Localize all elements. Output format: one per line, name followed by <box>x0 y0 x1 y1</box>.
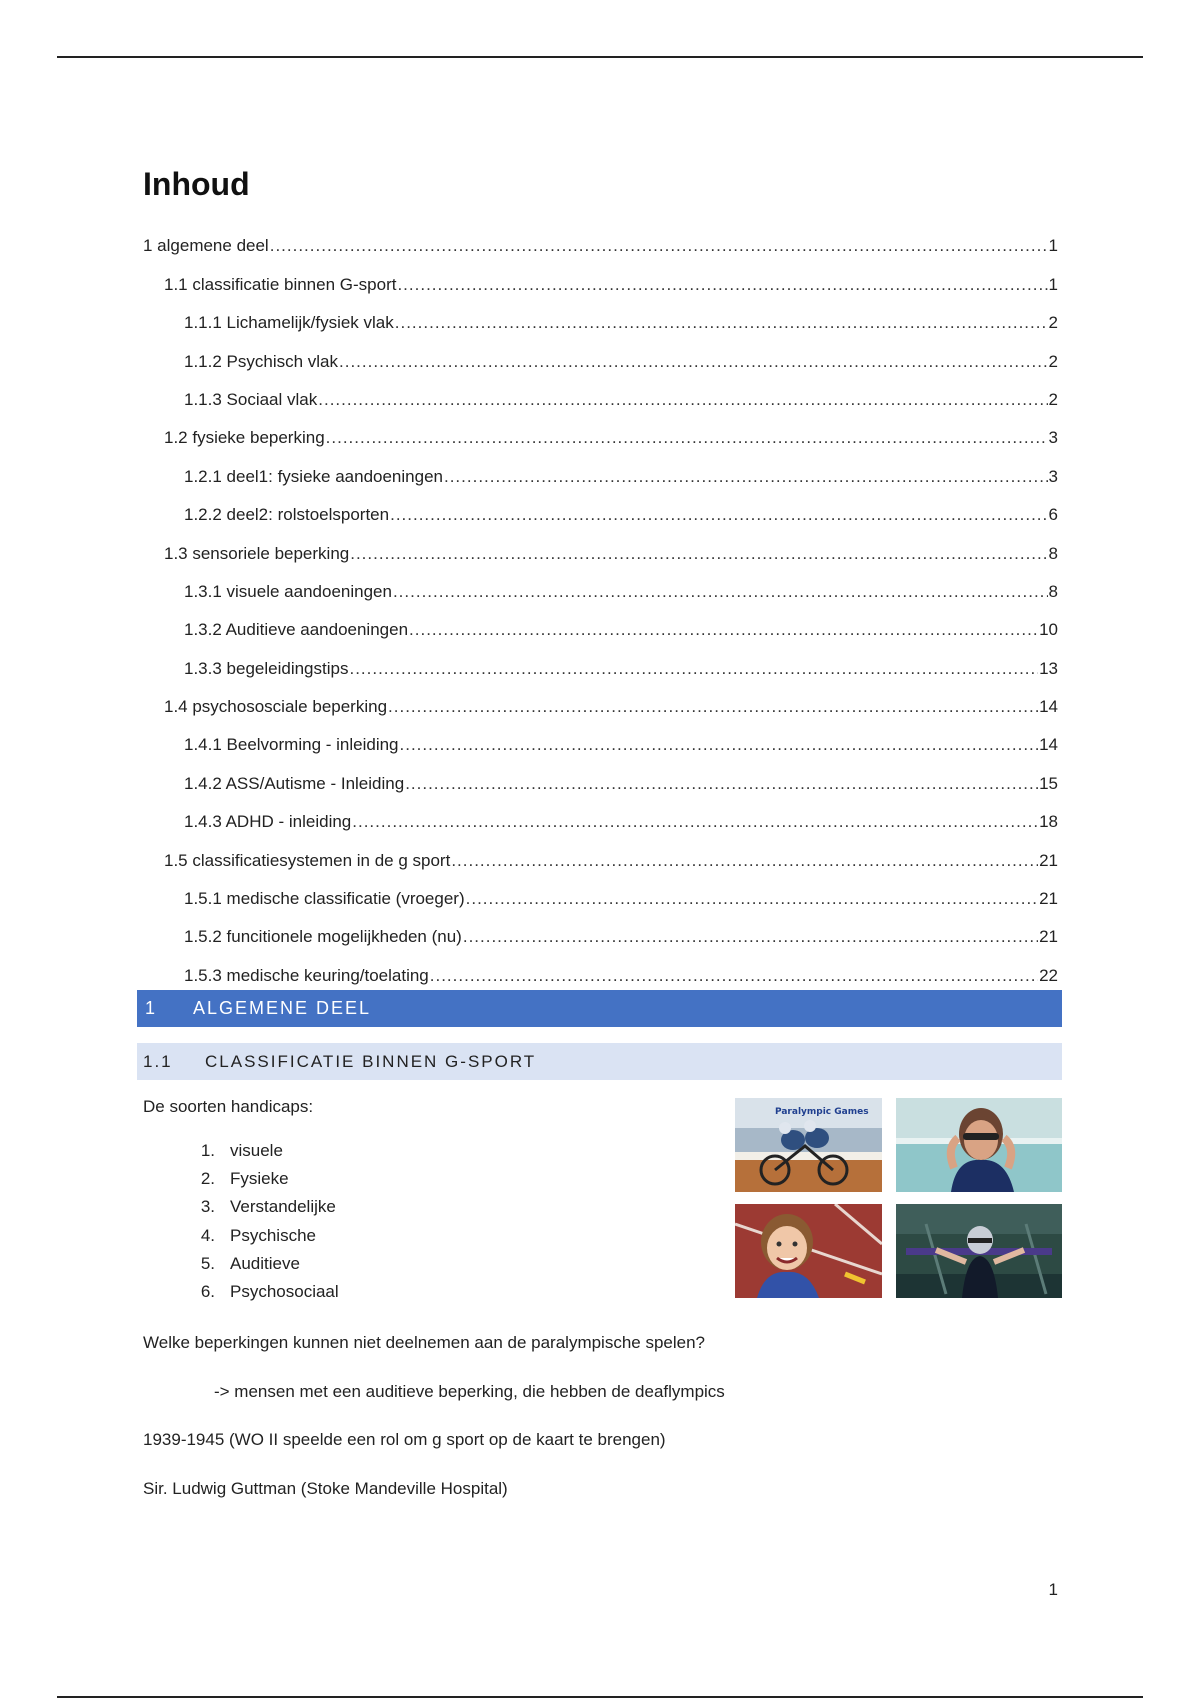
toc-entry-page: 13 <box>1039 658 1058 678</box>
toc-entry-page: 10 <box>1039 620 1058 640</box>
toc-entry-page: 2 <box>1048 313 1058 333</box>
list-item-label: visuele <box>230 1141 283 1160</box>
heading-1 <box>137 990 1062 1027</box>
list-item-number: 1. <box>200 1141 215 1160</box>
toc-entry-page: 21 <box>1039 927 1058 947</box>
list-item-label: Fysieke <box>230 1169 289 1189</box>
toc-leader-dots <box>451 851 1038 871</box>
toc-leader-dots <box>349 659 1038 679</box>
toc-leader-dots <box>270 236 1048 256</box>
list-item-label: Auditieve <box>230 1253 300 1273</box>
toc-entry-page: 18 <box>1039 812 1058 832</box>
toc-entry-title: 1.4 psychososciale beperking <box>164 697 388 717</box>
toc-leader-dots <box>352 812 1038 832</box>
list-item-number: 3. <box>200 1197 215 1217</box>
toc-entry-title: 1.3.2 Auditieve aandoeningen <box>184 620 409 640</box>
toc-leader-dots <box>388 697 1038 717</box>
toc-entry[interactable] <box>143 256 1058 294</box>
question-text: Welke beperkingen kunnen niet deelnemen aan de paralympische spelen? <box>143 1333 706 1352</box>
toc-entry-title: 1.4.3 ADHD - inleiding <box>184 812 352 832</box>
toc-entry-page: 3 <box>1048 466 1058 486</box>
list-item <box>180 1169 339 1197</box>
toc-entry-title: 1.3 sensoriele beperking <box>164 543 350 563</box>
list-item-number: 2. <box>200 1169 215 1189</box>
toc-leader-dots <box>326 428 1048 448</box>
toc-entry-page: 14 <box>1039 735 1058 755</box>
toc-entry[interactable] <box>143 295 1058 333</box>
list-item <box>180 1226 339 1254</box>
toc-entry[interactable] <box>143 794 1058 832</box>
toc-leader-dots <box>339 352 1048 372</box>
toc-entry[interactable] <box>143 640 1058 678</box>
toc-entry[interactable] <box>143 372 1058 410</box>
toc-leader-dots <box>350 544 1047 564</box>
toc-leader-dots <box>390 505 1047 525</box>
toc-leader-dots <box>466 889 1038 909</box>
list-item-number: 6. <box>200 1281 215 1301</box>
toc-entry-page: 15 <box>1039 773 1058 793</box>
heading-2-number: 1.1 <box>143 1051 173 1071</box>
toc-entry-title: 1.5.3 medische keuring/toelating <box>184 965 429 985</box>
list-item-label: Psychosociaal <box>230 1281 339 1301</box>
toc-entry-title: 1.1 classificatie binnen G-sport <box>164 274 397 294</box>
toc-leader-dots <box>409 620 1038 640</box>
toc-entry[interactable] <box>143 717 1058 755</box>
table-of-contents <box>143 218 1058 986</box>
heading-2 <box>137 1043 1062 1080</box>
toc-entry-page: 2 <box>1048 389 1058 409</box>
toc-entry[interactable] <box>143 602 1058 640</box>
toc-entry[interactable] <box>143 525 1058 563</box>
toc-title: Inhoud <box>143 166 250 202</box>
heading-2-text: CLASSIFICATIE BINNEN G-SPORT <box>205 1051 537 1071</box>
toc-entry-title: 1.4.2 ASS/Autisme - Inleiding <box>184 773 405 793</box>
tandem-cycling-photo <box>735 1098 882 1192</box>
toc-entry-title: 1.4.1 Beelvorming - inleiding <box>184 735 399 755</box>
answer-text: -> mensen met een auditieve beperking, die hebben de deaflympics <box>214 1382 725 1401</box>
toc-leader-dots <box>430 966 1038 986</box>
toc-entry[interactable] <box>143 448 1058 486</box>
toc-entry-title: 1.5.1 medische classificatie (vroeger) <box>184 889 465 909</box>
toc-entry[interactable] <box>143 218 1058 256</box>
toc-leader-dots <box>395 313 1048 333</box>
list-item-number: 4. <box>200 1225 215 1245</box>
handicap-types-list <box>180 1141 339 1310</box>
toc-entry-page: 2 <box>1048 351 1058 371</box>
toc-entry-page: 1 <box>1048 274 1058 294</box>
toc-entry-title: 1.3.1 visuele aandoeningen <box>184 581 392 601</box>
page-number: 1 <box>1048 1580 1058 1599</box>
toc-entry-title: 1.3.3 begeleidingstips <box>184 658 349 678</box>
child-athlete-photo <box>735 1204 882 1298</box>
photo-collage <box>735 1098 1062 1298</box>
toc-entry-title: 1.2.1 deel1: fysieke aandoeningen <box>184 466 443 486</box>
toc-entry-title: 1.2.2 deel2: rolstoelsporten <box>184 505 390 525</box>
toc-entry-title: 1 algemene deel <box>143 236 269 256</box>
list-item <box>180 1141 339 1169</box>
toc-entry-page: 22 <box>1039 965 1058 985</box>
toc-leader-dots <box>405 774 1038 794</box>
toc-entry[interactable] <box>143 755 1058 793</box>
toc-entry-title: 1.5 classificatiesystemen in de g sport <box>164 850 451 870</box>
toc-leader-dots <box>400 735 1039 755</box>
toc-entry-title: 1.1.2 Psychisch vlak <box>184 351 339 371</box>
toc-entry[interactable] <box>143 909 1058 947</box>
list-item <box>180 1197 339 1225</box>
history-text: 1939-1945 (WO II speelde een rol om g sport op de kaart te brengen) <box>143 1430 666 1449</box>
photo-banner-text: Paralympic Games <box>775 1107 869 1117</box>
heading-1-text: ALGEMENE DEEL <box>193 998 372 1018</box>
toc-entry[interactable] <box>143 487 1058 525</box>
toc-entry-page: 6 <box>1048 505 1058 525</box>
toc-entry[interactable] <box>143 333 1058 371</box>
toc-entry[interactable] <box>143 871 1058 909</box>
toc-entry[interactable] <box>143 679 1058 717</box>
toc-leader-dots <box>397 275 1047 295</box>
founder-text: Sir. Ludwig Guttman (Stoke Mandeville Hospital) <box>143 1479 508 1498</box>
toc-entry[interactable] <box>143 410 1058 448</box>
toc-entry-page: 14 <box>1039 697 1058 717</box>
toc-entry-title: 1.5.2 funcitionele mogelijkheden (nu) <box>184 927 462 947</box>
header-rule <box>57 56 1143 58</box>
toc-entry-page: 21 <box>1039 889 1058 909</box>
toc-entry-title: 1.1.1 Lichamelijk/fysiek vlak <box>184 313 394 333</box>
toc-entry[interactable] <box>143 564 1058 602</box>
toc-leader-dots <box>318 390 1047 410</box>
toc-entry-title: 1.1.3 Sociaal vlak <box>184 389 318 409</box>
swimmer-training-photo <box>896 1204 1062 1298</box>
toc-entry-page: 8 <box>1048 543 1058 563</box>
list-item <box>180 1282 339 1310</box>
toc-leader-dots <box>393 582 1048 602</box>
toc-leader-dots <box>444 467 1048 487</box>
toc-entry-title: 1.2 fysieke beperking <box>164 428 325 448</box>
toc-entry[interactable] <box>143 947 1058 985</box>
toc-entry-page: 1 <box>1048 236 1058 256</box>
toc-leader-dots <box>463 927 1038 947</box>
list-item <box>180 1254 339 1282</box>
toc-entry-page: 21 <box>1039 850 1058 870</box>
toc-entry-page: 8 <box>1048 581 1058 601</box>
toc-entry-page: 3 <box>1048 428 1058 448</box>
list-item-label: Psychische <box>230 1225 316 1245</box>
heading-1-number: 1 <box>145 998 158 1018</box>
toc-entry[interactable] <box>143 832 1058 870</box>
intro-text: De soorten handicaps: <box>143 1097 314 1116</box>
list-item-number: 5. <box>200 1253 215 1273</box>
list-item-label: Verstandelijke <box>230 1197 336 1217</box>
swimmer-goggles-photo <box>896 1098 1062 1192</box>
footer-rule <box>57 1696 1143 1698</box>
